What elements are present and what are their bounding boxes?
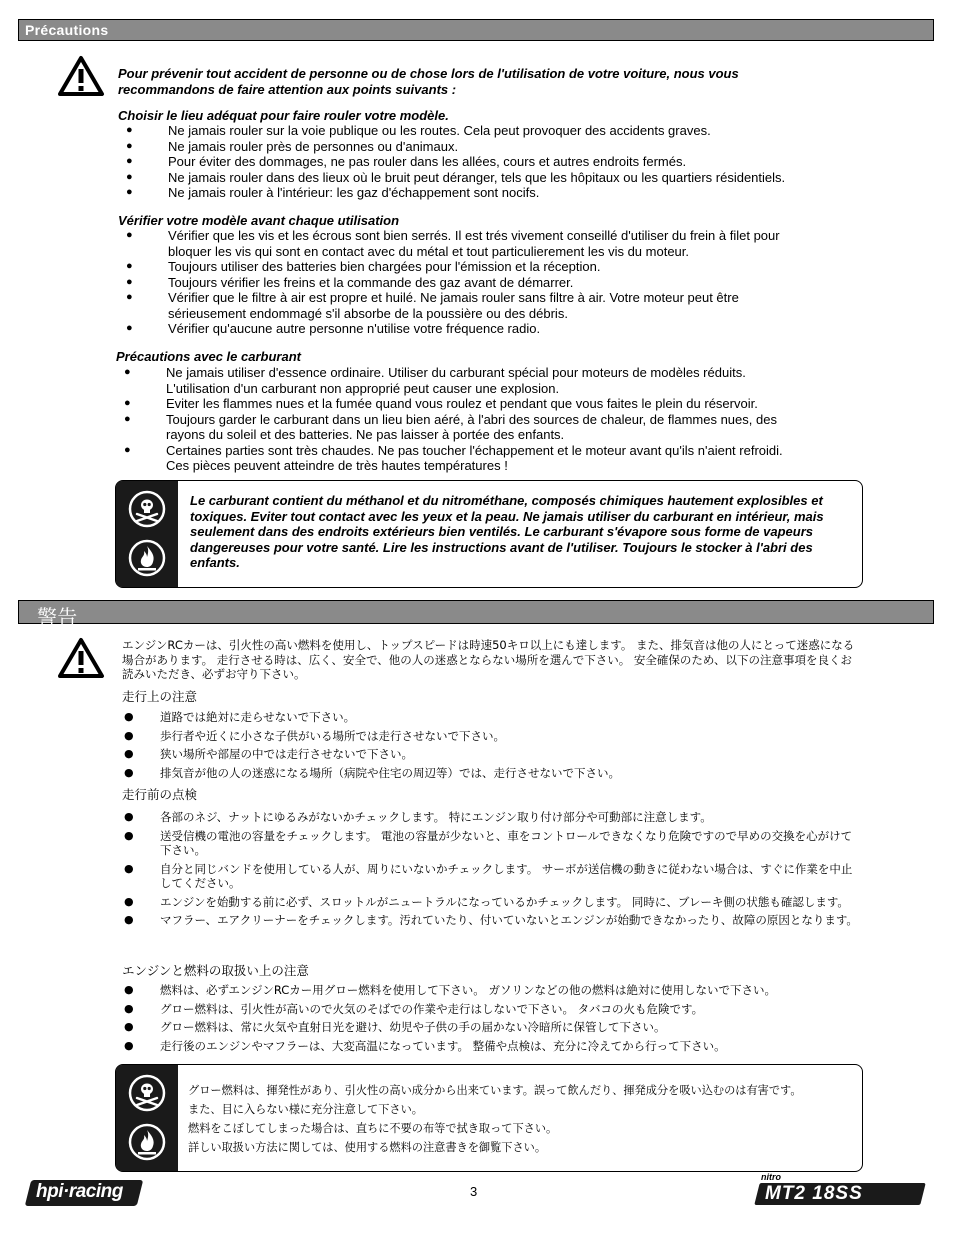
bullet-icon: ● xyxy=(126,124,133,136)
list-item: ● マフラー、エアクリーナーをチェックします。汚れていたり、付いていないとエンジンが始動できなかったり、故障の原因となります。 xyxy=(124,913,858,927)
list-item: ● Toujours utiliser des batteries bien chargées pour l'émission et la réception. xyxy=(126,259,601,274)
hpi-racing-logo xyxy=(28,1178,143,1210)
bullet-icon: ● xyxy=(124,765,134,779)
bullet-icon: ● xyxy=(124,366,131,378)
box-line: 燃料をこぼしてしまった場合は、直ちに不要の布等で拭き取って下さい。 xyxy=(188,1122,558,1135)
bullet-icon: ● xyxy=(126,186,133,198)
bullet-icon: ● xyxy=(126,170,133,183)
section-header-warning-jp xyxy=(18,600,934,629)
list-item: ● Eviter les flammes nues et la fumée quand vous roulez et pendant que vous faites le plein du réservoir. xyxy=(124,396,758,411)
fr-section2-title: Vérifier votre modèle avant chaque utilisation xyxy=(118,213,400,228)
fr-section2-list xyxy=(126,228,808,337)
jp-section1-title: 走行上の注意 xyxy=(122,689,198,704)
list-item: ● グロー燃料は、引火性が高いので火気のそばでの作業や走行はしないで下さい。 タバコの火も危険です。 xyxy=(124,1001,704,1016)
bullet-icon: ● xyxy=(124,397,131,409)
bullet-icon: ● xyxy=(124,1038,134,1052)
fuel-warning-box-fr xyxy=(115,480,863,588)
box-line: また、目に入らない様に充分注意して下さい。 xyxy=(188,1103,423,1116)
list-item: ● 狭い場所や部屋の中では走行させないで下さい。 xyxy=(124,747,413,761)
jp-section1-list xyxy=(124,710,860,780)
logo-text: hpi·racing xyxy=(36,1181,123,1202)
bullet-icon: ● xyxy=(124,913,134,926)
list-item: ● Vérifier que les vis et les écrous sont bien serrés. Il est trés vivement conseillé d'utiliser du frein à filet pour bloquer les vis qui sont en contact avec du métal et tout particulierement les vis du moteur. xyxy=(126,228,780,259)
bullet-icon: ● xyxy=(126,291,133,303)
bullet-icon: ● xyxy=(124,412,131,425)
bullet-icon: ● xyxy=(124,1001,134,1015)
fr-section3-title: Précautions avec le carburant xyxy=(116,349,301,364)
bullet-icon: ● xyxy=(126,139,133,152)
list-item: ● Certaines parties sont très chaudes. Ne pas toucher l'échappement et le moteur avant qu'ils n'aient refroidi. Ces pièces peuvent atteindre de très hautes températures ! xyxy=(124,442,783,473)
section-header-precautions xyxy=(18,19,934,41)
list-item: ● Ne jamais rouler près de personnes ou d'animaux. xyxy=(126,138,459,154)
page-number: 3 xyxy=(470,1184,478,1199)
warning-triangle-icon xyxy=(57,637,105,679)
fr-section3-list xyxy=(124,365,806,474)
jp-intro: エンジンRCカーは、引火性の高い燃料を使用し、トップスピードは時速50キロ以上にも達します。 また、排気音は他の人にとって迷惑になる場合があります。 走行させる時は、広く、安全で、他の人の迷惑とならない場所を選んで下さい。 安全確保のため、以下の注意事項を良くお読みいただき、必ずお守り下さい。 xyxy=(122,638,855,681)
bullet-icon: ● xyxy=(126,260,133,272)
skull-crossbones-icon xyxy=(128,490,166,528)
flame-icon xyxy=(128,1123,166,1161)
section-header-label: 警告 xyxy=(37,607,78,629)
list-item: ● 道路では絶対に走らせないで下さい。 xyxy=(124,710,356,724)
box-line: 詳しい取扱い方法に関しては、使用する燃料の注意書きを御覧下さい。 xyxy=(188,1141,547,1154)
list-item: ● Ne jamais rouler à l'intérieur: les gaz d'échappement sont nocifs. xyxy=(126,185,540,200)
skull-crossbones-icon xyxy=(128,1074,166,1112)
bullet-icon: ● xyxy=(126,155,133,167)
list-item: ● 歩行者や近くに小さな子供がいる場所では走行させないで下さい。 xyxy=(124,728,505,743)
bullet-icon: ● xyxy=(124,747,134,760)
jp-section2-title: 走行前の点検 xyxy=(122,787,198,802)
fuel-warning-text-jp xyxy=(188,1081,860,1157)
list-item: ● 燃料は、必ずエンジンRCカー用グロー燃料を使用して下さい。 ガソリンなどの他の燃料は絶対に使用しないで下さい。 xyxy=(124,983,776,997)
jp-section2-list xyxy=(124,810,860,928)
fr-intro: Pour prévenir tout accident de personne ou de chose lors de l'utilisation de votre voiture, nous vous recommandons de faire attention aux points suivants : xyxy=(118,66,739,97)
list-item: ● Ne jamais utiliser d'essence ordinaire. Utiliser du carburant spécial pour moteurs de modèles réduits. L'utilisation d'un carburant non approprié peut causer une explosion. xyxy=(124,365,746,396)
list-item: ● Toujours garder le carburant dans un lieu bien aéré, à l'abri des sources de chaleur, de flammes nues, des rayons du soleil et des batteries. Ne pas laisser à portée des enfants. xyxy=(124,411,777,442)
list-item: ● 走行後のエンジンやマフラーは、大変高温になっています。 整備や点検は、充分に冷えてから行って下さい。 xyxy=(124,1038,726,1053)
mt2-18ss-logo xyxy=(755,1172,925,1208)
bullet-icon: ● xyxy=(124,443,131,456)
jp-section3-title: エンジンと燃料の取扱い上の注意 xyxy=(122,963,309,978)
list-item: ● Toujours vérifier les freins et la commande des gaz avant de démarrer. xyxy=(126,274,574,290)
box-line: グロー燃料は、揮発性があり、引火性の高い成分から出来ています。誤って飲んだり、揮発成分を吸い込むのは有害です。 xyxy=(188,1084,802,1097)
list-item: ● 排気音が他の人の迷惑になる場所（病院や住宅の周辺等）では、走行させないで下さい。 xyxy=(124,765,620,780)
bullet-icon: ● xyxy=(124,894,134,908)
list-item: ● 送受信機の電池の容量をチェックします。 電池の容量が少ないと、車をコントロールできなくなり危険ですので早めの交換を心がけて下さい。 xyxy=(124,828,853,857)
jp-section3-list xyxy=(124,983,860,1053)
bullet-icon: ● xyxy=(126,322,133,334)
warning-triangle-icon xyxy=(57,55,105,97)
bullet-icon: ● xyxy=(124,728,134,742)
list-item: ● Ne jamais rouler dans des lieux où le bruit peut déranger, tels que les hôpitaux ou les quartiers résidentiels. xyxy=(126,169,786,185)
fuel-warning-box-jp xyxy=(115,1064,863,1172)
list-item: ● Vérifier que le filtre à air est propre et huilé. Ne jamais rouler sans filtre à air. Votre moteur peut être sérieusement endommagé s'il absorbe de la poussière ou des débris. xyxy=(126,290,739,321)
fr-section1-list xyxy=(126,123,848,201)
logo-small-text: nitro xyxy=(761,1172,781,1182)
fr-section1-title: Choisir le lieu adéquat pour faire rouler votre modèle. xyxy=(118,108,449,123)
list-item: ● 自分と同じバンドを使用している人が、周りにいないかチェックします。 サーボが送信機の動きに従わない場合は、すぐに作業を中止してください。 xyxy=(124,861,853,890)
bullet-icon: ● xyxy=(126,229,133,241)
bullet-icon: ● xyxy=(124,861,134,875)
list-item: ● Ne jamais rouler sur la voie publique ou les routes. Cela peut provoquer des accidents graves. xyxy=(126,123,711,138)
bullet-icon: ● xyxy=(124,710,134,723)
bullet-icon: ● xyxy=(124,828,134,842)
bullet-icon: ● xyxy=(124,983,134,996)
bullet-icon: ● xyxy=(126,275,133,288)
fuel-warning-text-fr: Le carburant contient du méthanol et du nitrométhane, composés chimiques hautement explosibles et toxiques. Eviter tout contact avec les yeux et la peau. Ne jamais utiliser du carburant en intérieur, mais seulement dans des endroits extérieurs bien ventilés. Le carburant s'évapore sous forme de vapeurs dangereuses pour votre santé. Lire les instructions avant de l'utiliser. Toujours le stocker à l'abri des enfants. xyxy=(190,493,824,570)
logo-text: MT2 18SS xyxy=(765,1183,863,1204)
bullet-icon: ● xyxy=(124,1020,134,1033)
list-item: ● Pour éviter des dommages, ne pas rouler dans les allées, cours et autres endroits fermés. xyxy=(126,154,687,169)
section-header-label: Précautions xyxy=(25,22,109,38)
list-item: ● グロー燃料は、常に火気や直射日光を避け、幼児や子供の手の届かない冷暗所に保管して下さい。 xyxy=(124,1020,666,1034)
list-item: ● Vérifier qu'aucune autre personne n'utilise votre fréquence radio. xyxy=(126,321,541,336)
flame-icon xyxy=(128,539,166,577)
list-item: ● エンジンを始動する前に必ず、スロットルがニュートラルになっているかチェックします。 同時に、ブレーキ側の状態も確認します。 xyxy=(124,894,849,909)
list-item: ● 各部のネジ、ナットにゆるみがないかチェックします。 特にエンジン取り付け部分や可動部に注意します。 xyxy=(124,810,712,824)
bullet-icon: ● xyxy=(124,810,134,823)
